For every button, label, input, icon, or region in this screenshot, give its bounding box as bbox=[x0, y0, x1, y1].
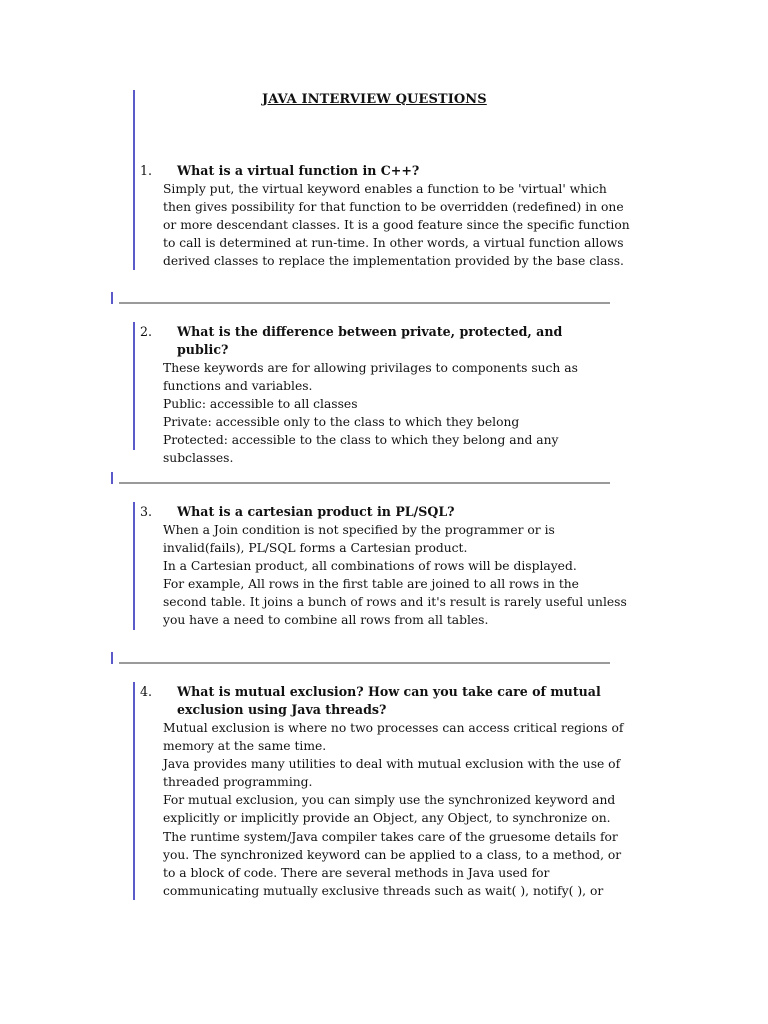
answer-line: In a Cartesian product, all combinations of rows will be displayed. bbox=[163, 559, 577, 574]
question-heading bbox=[140, 323, 610, 359]
answer-line: then gives possibility for that function to be overridden (redefined) in one bbox=[163, 200, 624, 215]
question-heading-line: What is a cartesian product in PL/SQL? bbox=[177, 504, 455, 519]
answer-line: subclasses. bbox=[163, 451, 234, 466]
answer-line: to a block of code. There are several methods in Java used for bbox=[163, 865, 550, 880]
answer-line: For mutual exclusion, you can simply use the synchronized keyword and bbox=[163, 793, 616, 808]
margin-bar bbox=[133, 90, 135, 270]
answer-line: communicating mutually exclusive threads such as wait( ), notify( ), or bbox=[163, 883, 604, 898]
question-number: 2. bbox=[140, 324, 153, 339]
section-separator bbox=[111, 472, 610, 484]
answer-line: memory at the same time. bbox=[163, 739, 327, 754]
answer-line: threaded programming. bbox=[163, 775, 313, 790]
answer-text bbox=[163, 521, 627, 630]
section-separator bbox=[111, 292, 610, 304]
question-heading bbox=[140, 162, 610, 180]
answer-line: Protected: accessible to the class to which they belong and any bbox=[163, 433, 559, 448]
answer-line: second table. It joins a bunch of rows and it's result is rarely useful unless bbox=[163, 595, 627, 610]
answer-line: These keywords are for allowing privilages to components such as bbox=[163, 361, 578, 375]
separator-tick bbox=[111, 652, 113, 664]
question-block bbox=[140, 323, 610, 468]
answer-line: you. The synchronized keyword can be applied to a class, to a method, or bbox=[163, 847, 622, 862]
separator-rule bbox=[119, 302, 610, 304]
answer-line: When a Join condition is not specified by the programmer or is bbox=[163, 523, 555, 537]
answer-line: derived classes to replace the implementation provided by the base class. bbox=[163, 254, 624, 269]
question-heading-line: What is mutual exclusion? How can you take care of mutual bbox=[177, 684, 601, 699]
question-heading-line: What is the difference between private, protected, and public? bbox=[177, 324, 563, 357]
margin-bar bbox=[133, 322, 135, 450]
separator-tick bbox=[111, 292, 113, 304]
answer-line: Private: accessible only to the class to which they belong bbox=[163, 415, 520, 430]
question-block bbox=[140, 503, 627, 630]
question-heading bbox=[140, 503, 610, 521]
answer-text bbox=[163, 359, 610, 468]
answer-line: or more descendant classes. It is a good feature since the specific function bbox=[163, 218, 630, 233]
margin-bar bbox=[133, 502, 135, 630]
answer-line: Java provides many utilities to deal with mutual exclusion with the use of bbox=[163, 757, 621, 772]
question-heading-line: exclusion using Java threads? bbox=[177, 702, 387, 717]
separator-rule bbox=[119, 662, 610, 664]
separator-rule bbox=[119, 482, 610, 484]
answer-line: functions and variables. bbox=[163, 379, 313, 394]
answer-line: Public: accessible to all classes bbox=[163, 397, 358, 412]
question-block bbox=[140, 683, 624, 900]
answer-text bbox=[163, 719, 624, 900]
answer-line: invalid(fails), PL/SQL forms a Cartesian product. bbox=[163, 541, 468, 556]
question-heading bbox=[140, 683, 610, 719]
question-number: 1. bbox=[140, 163, 153, 178]
section-separator bbox=[111, 652, 610, 664]
question-number: 4. bbox=[140, 684, 153, 699]
question-heading-line: What is a virtual function in C++? bbox=[177, 163, 420, 178]
question-block bbox=[140, 162, 630, 270]
answer-line: The runtime system/Java compiler takes care of the gruesome details for bbox=[163, 829, 618, 844]
answer-line: For example, All rows in the first table are joined to all rows in the bbox=[163, 577, 579, 592]
margin-bar bbox=[133, 682, 135, 900]
answer-text bbox=[163, 180, 630, 270]
answer-line: explicitly or implicitly provide an Object, any Object, to synchronize on. bbox=[163, 811, 611, 826]
answer-line: to call is determined at run-time. In other words, a virtual function allows bbox=[163, 236, 624, 251]
answer-line: Simply put, the virtual keyword enables a function to be 'virtual' which bbox=[163, 182, 607, 196]
document-title: JAVA INTERVIEW QUESTIONS bbox=[262, 92, 487, 107]
answer-line: you have a need to combine all rows from all tables. bbox=[163, 613, 489, 628]
separator-tick bbox=[111, 472, 113, 484]
answer-line: Mutual exclusion is where no two processes can access critical regions of bbox=[163, 721, 624, 735]
question-number: 3. bbox=[140, 504, 153, 519]
